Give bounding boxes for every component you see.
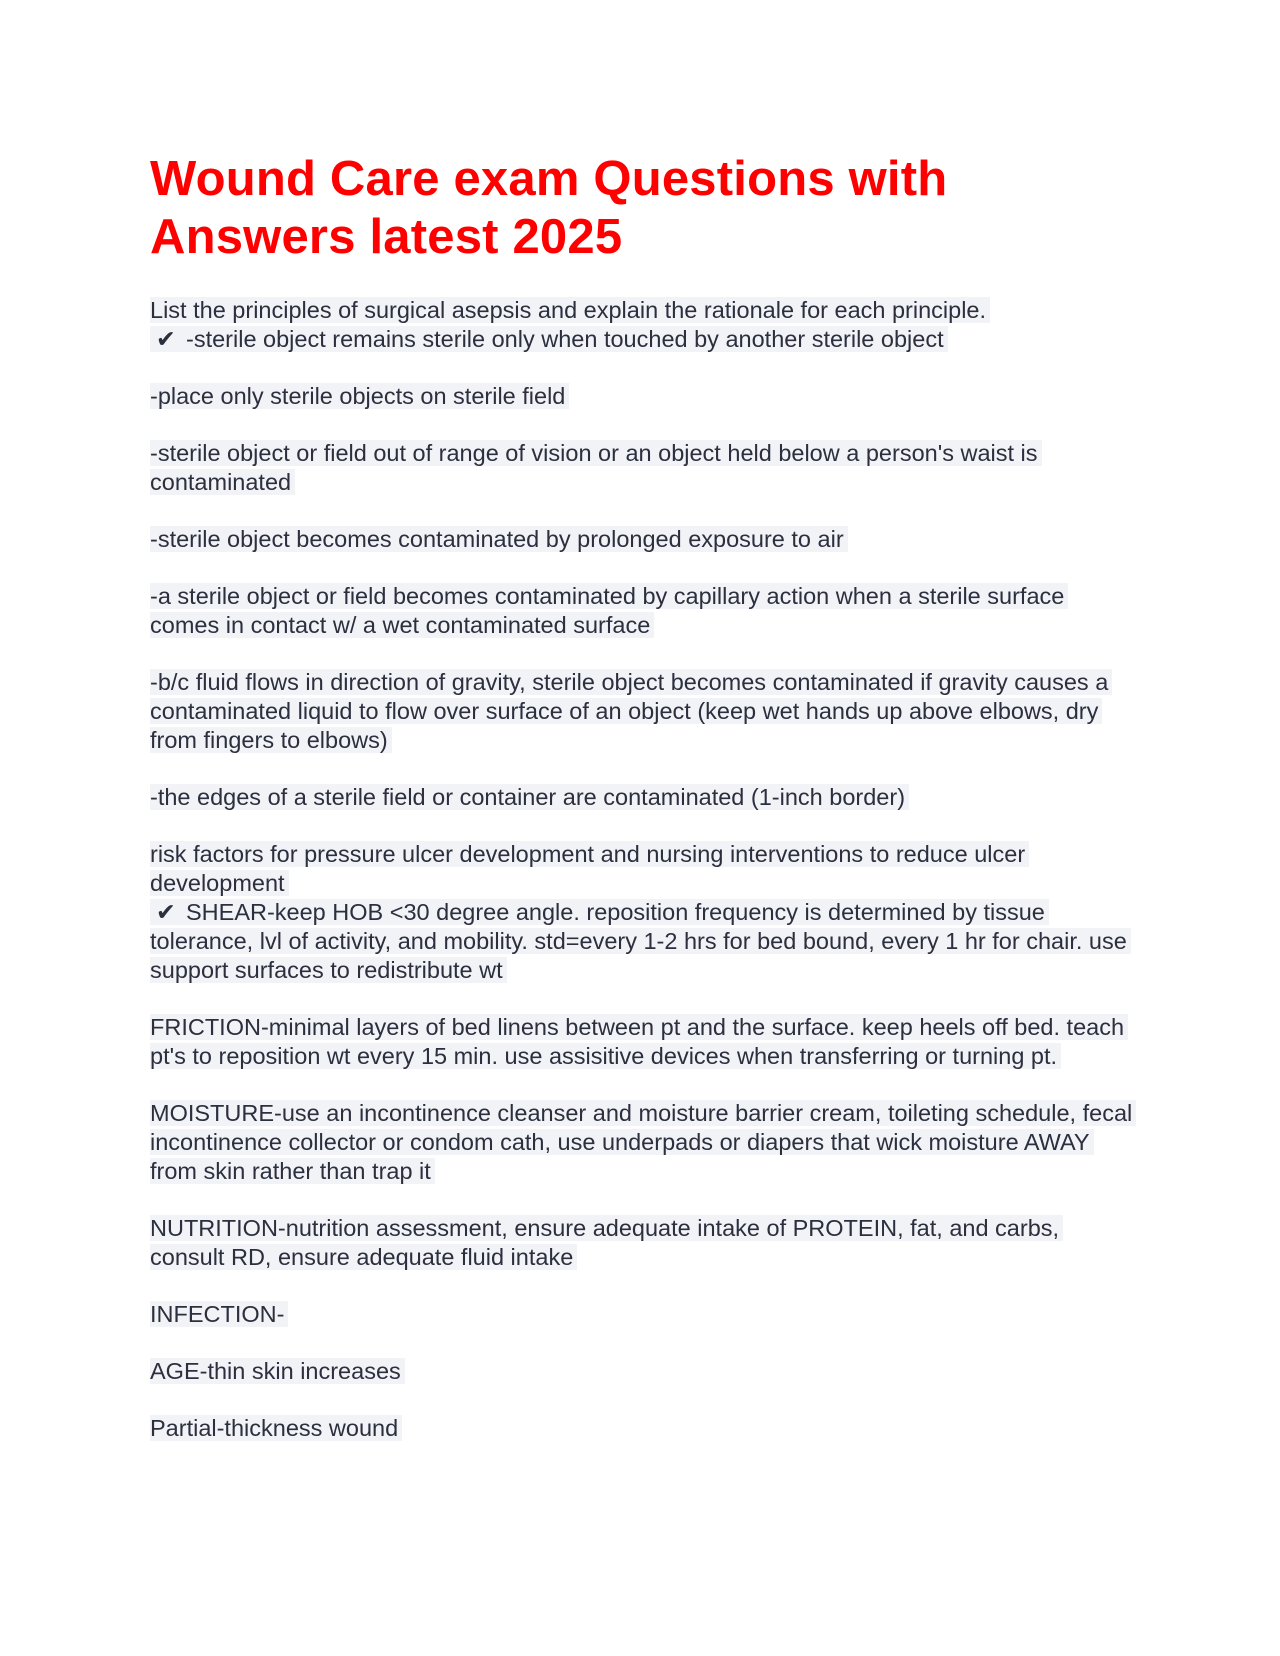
question-block bbox=[150, 840, 1140, 985]
answer-text: -sterile object remains sterile only when touched by another sterile object bbox=[186, 326, 948, 352]
answer-item: -place only sterile objects on sterile field bbox=[150, 382, 1140, 411]
answer-item: -a sterile object or field becomes contaminated by capillary action when a sterile surface comes in contact w/ a wet contaminated surface bbox=[150, 582, 1140, 640]
answer-item: -b/c fluid flows in direction of gravity, sterile object becomes contaminated if gravity causes a contaminated liquid to flow over surface of an object (keep wet hands up above elbows, dry from fingers to elbows) bbox=[150, 668, 1140, 755]
question-block bbox=[150, 296, 1140, 354]
question-text: risk factors for pressure ulcer development and nursing interventions to reduce ulcer development bbox=[150, 841, 1029, 896]
answer-item: NUTRITION-nutrition assessment, ensure adequate intake of PROTEIN, fat, and carbs, consult RD, ensure adequate fluid intake bbox=[150, 1214, 1140, 1272]
check-icon: ✔ bbox=[156, 899, 176, 925]
answer-item: Partial-thickness wound bbox=[150, 1414, 1140, 1443]
answer-item: -the edges of a sterile field or container are contaminated (1-inch border) bbox=[150, 783, 1140, 812]
answer-item: AGE-thin skin increases bbox=[150, 1357, 1140, 1386]
check-icon: ✔ bbox=[156, 326, 176, 352]
question-text: List the principles of surgical asepsis and explain the rationale for each principle. bbox=[150, 297, 990, 323]
answer-item: -sterile object or field out of range of vision or an object held below a person's waist is contaminated bbox=[150, 439, 1140, 497]
answer-item: MOISTURE-use an incontinence cleanser and moisture barrier cream, toileting schedule, fecal incontinence collector or condom cath, use underpads or diapers that wick moisture AWAY from skin rather than trap it bbox=[150, 1099, 1140, 1186]
answer-item: FRICTION-minimal layers of bed linens between pt and the surface. keep heels off bed. teach pt's to reposition wt every 15 min. use assisitive devices when transferring or turning pt. bbox=[150, 1013, 1140, 1071]
answer-item: INFECTION- bbox=[150, 1300, 1140, 1329]
page-title: Wound Care exam Questions with Answers latest 2025 bbox=[150, 152, 948, 264]
answer-item: -sterile object becomes contaminated by prolonged exposure to air bbox=[150, 525, 1140, 554]
document-page bbox=[150, 150, 1140, 1471]
answer-text: SHEAR-keep HOB <30 degree angle. reposition frequency is determined by tissue tolerance, lvl of activity, and mobility. std=every 1-2 hrs for bed bound, every 1 hr for chair. use support surfaces to redistribute wt bbox=[150, 899, 1131, 983]
